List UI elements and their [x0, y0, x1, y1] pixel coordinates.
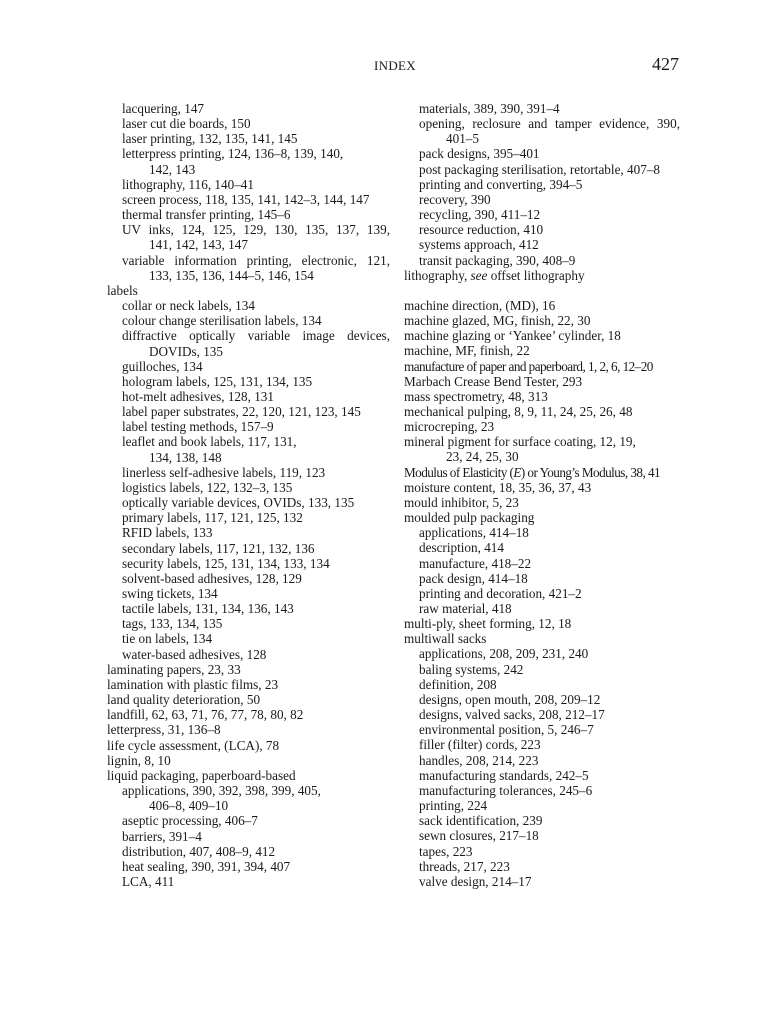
index-subentry: baling systems, 242 — [419, 661, 524, 677]
index-subentry: handles, 208, 214, 223 — [419, 752, 539, 768]
entry-text: lithography, — [404, 267, 471, 283]
index-heading: machine direction, (MD), 16 — [404, 297, 556, 313]
index-subentry: pack design, 414–18 — [419, 570, 528, 586]
index-subentry: barriers, 391–4 — [122, 828, 202, 844]
index-subentry: tie on labels, 134 — [122, 631, 213, 647]
index-column-right — [404, 101, 680, 889]
index-heading: mineral pigment for surface coating, 12, 19, — [404, 434, 636, 450]
index-subentry: materials, 389, 390, 391–4 — [419, 101, 560, 116]
index-subentry: optically variable devices, OVIDs, 133, 135 — [122, 495, 355, 511]
index-subentry: variable information printing, electronic, 121, — [122, 252, 390, 268]
index-heading: mechanical pulping, 8, 9, 11, 24, 25, 26, 48 — [404, 403, 633, 419]
index-heading: lamination with plastic films, 23 — [107, 676, 279, 692]
index-subentry: heat sealing, 390, 391, 394, 407 — [122, 858, 291, 874]
index-heading: laminating papers, 23, 33 — [107, 661, 241, 677]
page-number: 427 — [652, 54, 679, 74]
index-heading: mass spectrometry, 48, 313 — [404, 388, 548, 404]
index-subentry: water-based adhesives, 128 — [122, 646, 267, 662]
index-heading: multi-ply, sheet forming, 12, 18 — [404, 616, 572, 632]
index-heading: liquid packaging, paperboard-based — [107, 767, 296, 783]
index-subentry: tactile labels, 131, 134, 136, 143 — [122, 601, 294, 617]
index-subentry: primary labels, 117, 121, 125, 132 — [122, 510, 303, 526]
entry-text: offset lithography — [487, 267, 585, 283]
index-subentry: designs, open mouth, 208, 209–12 — [419, 691, 601, 707]
index-heading: landfill, 62, 63, 71, 76, 77, 78, 80, 82 — [107, 707, 304, 723]
entry-italic-text: see — [470, 267, 488, 283]
index-subentry: leaflet and book labels, 117, 131, — [122, 434, 297, 450]
index-subentry: RFID labels, 133 — [122, 525, 213, 541]
index-heading: machine, MF, finish, 22 — [404, 343, 530, 359]
index-subentry: colour change sterilisation labels, 134 — [122, 313, 322, 329]
index-subentry: recycling, 390, 411–12 — [419, 207, 541, 223]
index-heading: machine glazing or ‘Yankee’ cylinder, 18 — [404, 328, 621, 344]
index-subentry: transit packaging, 390, 408–9 — [419, 252, 576, 268]
index-subentry: security labels, 125, 131, 134, 133, 134 — [122, 555, 330, 571]
index-subentry: threads, 217, 223 — [419, 858, 510, 874]
index-subentry: secondary labels, 117, 121, 132, 136 — [122, 540, 315, 556]
entry-text: Modulus of Elasticity ( — [404, 464, 514, 480]
index-subentry: UV inks, 124, 125, 129, 130, 135, 137, 139, — [122, 222, 390, 238]
index-continuation: 401–5 — [446, 131, 479, 147]
running-head: INDEX — [374, 58, 416, 73]
index-subentry: sewn closures, 217–18 — [419, 828, 539, 844]
index-subentry: environmental position, 5, 246–7 — [419, 722, 594, 738]
index-heading: letterpress, 31, 136–8 — [107, 722, 221, 738]
index-subentry: hot-melt adhesives, 128, 131 — [122, 388, 274, 404]
index-subentry: sack identification, 239 — [419, 813, 543, 829]
index-subentry: pack designs, 395–401 — [419, 146, 540, 162]
index-subentry: manufacturing tolerances, 245–6 — [419, 782, 593, 798]
index-subentry: printing and decoration, 421–2 — [419, 585, 582, 601]
index-subentry: screen process, 118, 135, 141, 142–3, 144, 147 — [122, 191, 370, 207]
index-subentry: logistics labels, 122, 132–3, 135 — [122, 479, 293, 495]
index-subentry: resource reduction, 410 — [419, 222, 544, 238]
index-subentry: systems approach, 412 — [419, 237, 539, 253]
index-subentry: solvent-based adhesives, 128, 129 — [122, 570, 302, 586]
index-heading: labels — [107, 282, 138, 298]
entry-text: ) or Young’s Modulus, 38, 41 — [520, 464, 661, 480]
index-subentry: label paper substrates, 22, 120, 121, 123, 145 — [122, 404, 361, 420]
index-heading — [404, 268, 680, 283]
index-subentry: printing, 224 — [419, 798, 488, 814]
index-subentry: letterpress printing, 124, 136–8, 139, 140, — [122, 146, 344, 162]
index-heading: machine glazed, MG, finish, 22, 30 — [404, 313, 591, 329]
index-continuation: 142, 143 — [149, 161, 196, 177]
index-subentry: diffractive optically variable image devices, — [122, 328, 390, 344]
index-subentry: lithography, 116, 140–41 — [122, 176, 254, 192]
index-subentry: designs, valved sacks, 208, 212–17 — [419, 707, 605, 723]
index-heading: lignin, 8, 10 — [107, 752, 171, 768]
index-subentry: tags, 133, 134, 135 — [122, 616, 223, 632]
index-subentry: manufacture, 418–22 — [419, 555, 532, 571]
index-heading: multiwall sacks — [404, 631, 487, 647]
index-subentry: post packaging sterilisation, retortable, 407–8 — [419, 161, 660, 177]
index-continuation: 134, 138, 148 — [149, 449, 222, 465]
index-subentry: laser printing, 132, 135, 141, 145 — [122, 131, 298, 147]
index-subentry: collar or neck labels, 134 — [122, 298, 255, 314]
index-subentry: manufacturing standards, 242–5 — [419, 767, 589, 783]
index-heading: manufacture of paper and paperboard, 1, 2, 6, 12–20 — [404, 358, 653, 374]
index-continuation: 23, 24, 25, 30 — [446, 449, 519, 465]
index-continuation: 406–8, 409–10 — [149, 798, 229, 814]
index-subentry: laser cut die boards, 150 — [122, 116, 251, 132]
index-subentry: opening, reclosure and tamper evidence, 390, — [419, 116, 680, 132]
index-subentry: raw material, 418 — [419, 601, 512, 616]
index-subentry: hologram labels, 125, 131, 134, 135 — [122, 373, 313, 389]
index-subentry: filler (filter) cords, 223 — [419, 737, 541, 753]
index-subentry: linerless self-adhesive labels, 119, 123 — [122, 464, 326, 480]
index-heading: Marbach Crease Bend Tester, 293 — [404, 373, 583, 389]
index-continuation: DOVIDs, 135 — [149, 343, 223, 359]
index-heading: moulded pulp packaging — [404, 510, 535, 526]
index-subentry: printing and converting, 394–5 — [419, 176, 583, 192]
index-subentry: recovery, 390 — [419, 191, 491, 207]
index-subentry: LCA, 411 — [122, 873, 175, 889]
index-heading — [404, 465, 680, 480]
index-subentry: thermal transfer printing, 145–6 — [122, 207, 291, 223]
index-column-left — [107, 101, 390, 889]
index-subentry: definition, 208 — [419, 676, 497, 692]
index-subentry: description, 414 — [419, 540, 504, 556]
index-subentry: applications, 390, 392, 398, 399, 405, — [122, 783, 321, 799]
index-subentry: lacquering, 147 — [122, 101, 205, 116]
entry-italic-text: E — [513, 464, 521, 480]
index-continuation: 141, 142, 143, 147 — [149, 237, 248, 253]
index-heading: land quality deterioration, 50 — [107, 692, 261, 708]
index-subentry: valve design, 214–17 — [419, 873, 532, 889]
index-heading: microcreping, 23 — [404, 419, 495, 435]
index-subentry: aseptic processing, 406–7 — [122, 813, 258, 829]
index-heading: mould inhibitor, 5, 23 — [404, 494, 519, 510]
page-header — [0, 54, 768, 76]
index-subentry: label testing methods, 157–9 — [122, 419, 274, 435]
index-subentry: distribution, 407, 408–9, 412 — [122, 843, 276, 859]
index-heading: moisture content, 18, 35, 36, 37, 43 — [404, 479, 592, 495]
index-subentry: applications, 208, 209, 231, 240 — [419, 646, 589, 662]
index-subentry: applications, 414–18 — [419, 525, 529, 541]
index-subentry: guilloches, 134 — [122, 358, 203, 374]
index-subentry: swing tickets, 134 — [122, 586, 218, 601]
index-subentry: tapes, 223 — [419, 843, 473, 859]
index-continuation: 133, 135, 136, 144–5, 146, 154 — [149, 267, 314, 283]
index-heading: life cycle assessment, (LCA), 78 — [107, 737, 280, 753]
